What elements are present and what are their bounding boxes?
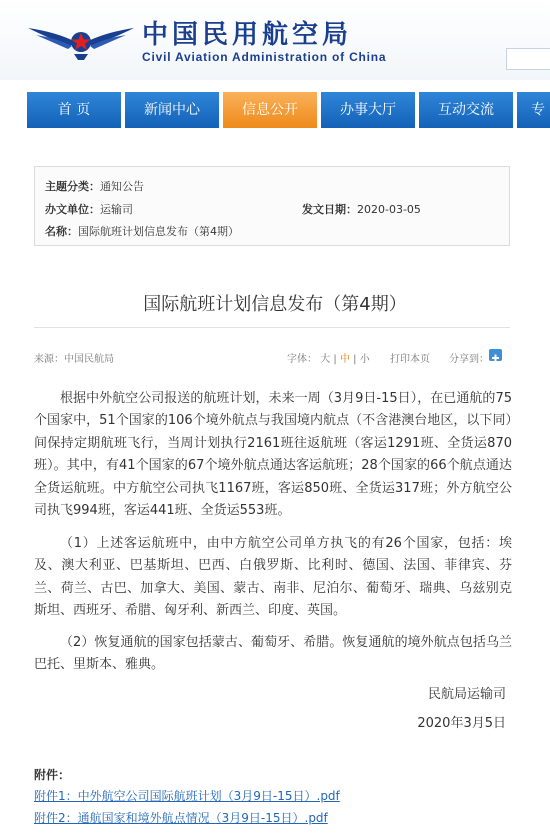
nav-service-hall[interactable]: 办事大厅 [321, 92, 415, 128]
info-name [45, 223, 239, 239]
nav-news[interactable]: 新闻中心 [125, 92, 219, 128]
site-logo-cn[interactable]: 中国民用航空局 [142, 20, 353, 50]
caac-wings-logo-icon[interactable] [26, 18, 136, 62]
main-nav [0, 92, 550, 128]
nav-interaction[interactable]: 互动交流 [419, 92, 513, 128]
signature-date: 2020年3月5日 [417, 716, 506, 731]
info-name-value: 国际航班计划信息发布（第4期） [78, 225, 239, 238]
article-title: 国际航班计划信息发布（第4期） [143, 294, 407, 315]
attachment-link-2[interactable]: 附件2：通航国家和境外航点情况（3月9日-15日）.pdf [34, 811, 328, 825]
info-name-key: 名称： [45, 225, 78, 238]
title-divider [34, 327, 510, 328]
font-small-button[interactable]: 小 [359, 354, 370, 365]
article-paragraph-3: （2）恢复通航的国家包括蒙古、葡萄牙、希腊。恢复通航的境外航点包括乌兰巴托、里斯本、雅典。 [34, 635, 512, 673]
font-sep-2: | [353, 354, 357, 365]
attachments-label: 附件： [34, 768, 71, 782]
info-topic [45, 178, 144, 194]
document-info-box [34, 166, 510, 246]
signature-org: 民航局运输司 [427, 687, 506, 702]
info-date-value: 2020-03-05 [357, 203, 421, 216]
article-source: 来源：中国民航局 [34, 354, 114, 365]
info-date-key: 发文日期： [302, 203, 357, 216]
share-plus-icon[interactable] [489, 349, 502, 361]
font-size-label: 字体： [287, 354, 317, 365]
font-large-button[interactable]: 大 [320, 354, 331, 365]
info-date [302, 201, 421, 217]
print-page-link[interactable]: 打印本页 [390, 354, 430, 365]
share-label: 分享到： [449, 354, 489, 365]
attachment-link-1[interactable]: 附件1：中外航空公司国际航班计划（3月9日-15日）.pdf [34, 789, 340, 803]
info-office-key: 办文单位： [45, 203, 100, 216]
info-topic-key: 主题分类： [45, 180, 100, 193]
font-sep-1: | [333, 354, 337, 365]
info-topic-value: 通知公告 [100, 180, 144, 193]
site-logo-en: Civil Aviation Administration of China [142, 50, 387, 64]
nav-info-disclosure[interactable]: 信息公开 [223, 92, 317, 128]
site-header [0, 0, 550, 80]
info-office [45, 201, 133, 217]
nav-home[interactable]: 首 页 [27, 92, 121, 128]
nav-special[interactable]: 专 [517, 92, 550, 128]
search-input[interactable] [506, 48, 550, 70]
font-medium-button[interactable]: 中 [339, 354, 350, 365]
font-size-controls [287, 350, 370, 365]
article-paragraph-1: 根据中外航空公司报送的航班计划，未来一周（3月9日-15日），在已通航的75个国家中，51个国家的106个境外航点与我国境内航点（不含港澳台地区，以下同）间保持定期航班飞行，当周计划执行2161班往返航班（客运1291班、全货运870班）。其中，有41个国家的67个境外航点通达客运航班；28个国家的66个航点通达全货运航班。中方航空公司执飞1167班，客运850班、全货运317班；外方航空公司执飞994班，客运441班、全货运553班。 [34, 391, 512, 519]
info-office-value: 运输司 [100, 203, 133, 216]
article-paragraph-2: （1）上述客运航班中，由中方航空公司单方执飞的有26个国家，包括：埃及、澳大利亚、巴基斯坦、巴西、白俄罗斯、比利时、德国、法国、菲律宾、芬兰、荷兰、古巴、加拿大、美国、蒙古、南非、尼泊尔、葡萄牙、瑞典、乌兹别克斯坦、西班牙、希腊、匈牙利、新西兰、印度、英国。 [34, 536, 512, 619]
